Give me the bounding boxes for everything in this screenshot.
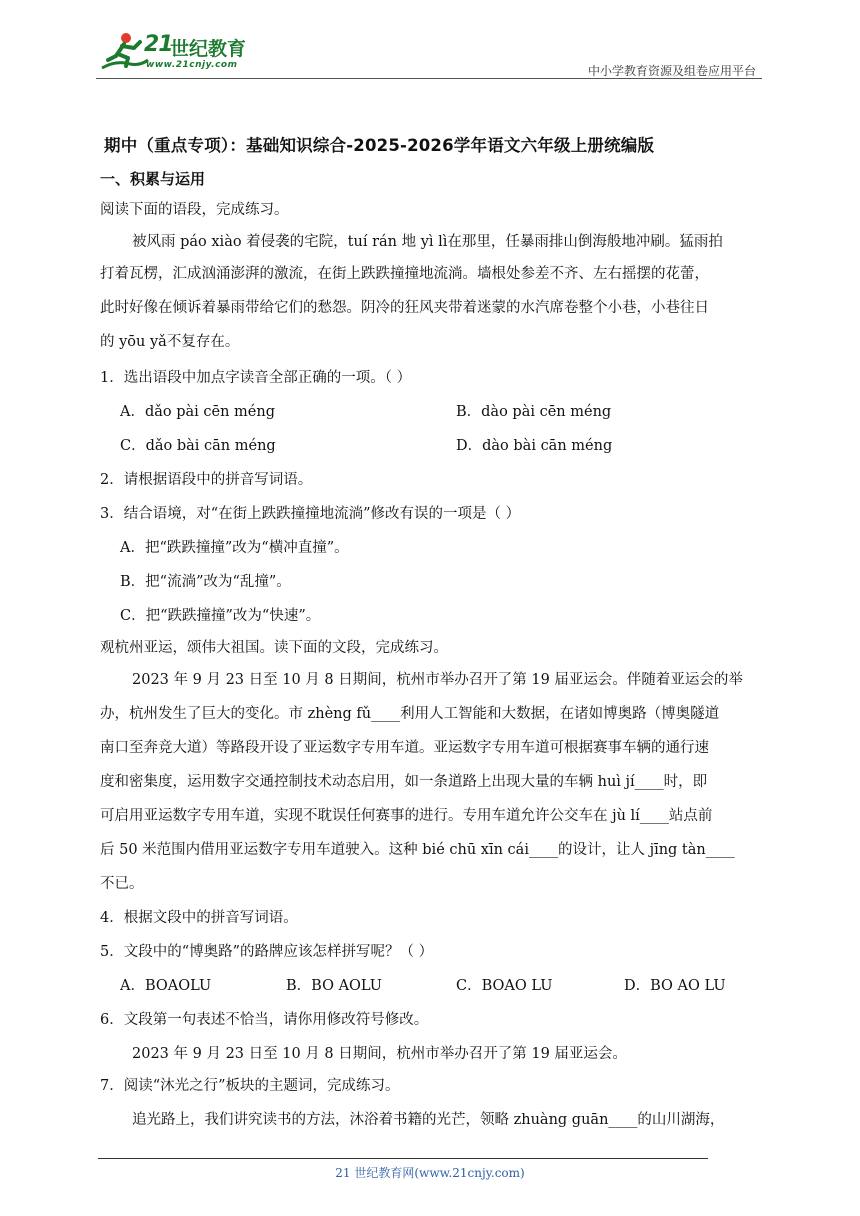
page-header [96, 30, 762, 80]
passage-line: 追光路上，我们讲究读书的方法，沐浴着书籍的光芒，领略 zhuàng guān____的山川湖海， [132, 1112, 725, 1128]
q3-option-b[interactable]: B．把“流淌”改为“乱撞”。 [120, 574, 291, 590]
passage-line: 此时好像在倾诉着暴雨带给它们的愁怨。阴冷的狂风夹带着迷蒙的水汽席卷整个小巷，小巷往日 [100, 300, 709, 316]
q1-option-c[interactable]: C．dǎo bài cān méng [120, 438, 276, 454]
sentence-to-fix: 2023 年 9 月 23 日至 10 月 8 日期间，杭州市举办召开了第 19 届亚运会。 [132, 1046, 627, 1062]
header-divider [96, 78, 762, 79]
question-6: 6．文段第一句表述不恰当，请你用修改符号修改。 [100, 1012, 429, 1028]
platform-name: 中小学教育资源及组卷应用平台 [587, 64, 756, 78]
q1-option-a[interactable]: A．dǎo pài cēn méng [120, 404, 276, 420]
logo [96, 30, 266, 76]
passage-line: 可启用亚运数字专用车道，实现不耽误任何赛事的进行。专用车道允许公交车在 jù lí____站点前 [100, 808, 713, 824]
q1-option-b[interactable]: B．dào pài cēn méng [456, 404, 612, 420]
question-5: 5．文段中的“博奥路”的路牌应该怎样拼写呢？（ ） [100, 944, 434, 960]
q3-option-a[interactable]: A．把“跌跌撞撞”改为“横冲直撞”。 [120, 540, 349, 556]
q5-option-a[interactable]: A．BOAOLU [120, 978, 212, 994]
passage-line: 打着瓦楞，汇成汹涌澎湃的激流，在街上跌跌撞撞地流淌。墙根处参差不齐、左右摇摆的花蕾， [100, 266, 709, 282]
passage-line: 的 yōu yǎ不复存在。 [100, 334, 240, 350]
logo-number: 21 [144, 32, 173, 57]
footer-link[interactable]: 21 世纪教育网(www.21cnjy.com) [335, 1166, 525, 1180]
passage-line: 后 50 米范围内借用亚运数字专用车道驶入。这种 bié chū xīn cái____的设计，让人 jīng tàn____ [100, 842, 735, 858]
q3-option-c[interactable]: C．把“跌跌撞撞”改为“快速”。 [120, 608, 321, 624]
question-4: 4．根据文段中的拼音写词语。 [100, 910, 298, 926]
page-title: 期中（重点专项）：基础知识综合-2025-2026学年语文六年级上册统编版 [104, 136, 655, 155]
q5-option-b[interactable]: B．BO AOLU [286, 978, 382, 994]
passage-line: 度和密集度，运用数字交通控制技术动态启用，如一条道路上出现大量的车辆 huì jí____时，即 [100, 774, 708, 790]
logo-url: www.21cnjy.com [146, 60, 238, 70]
logo-title: 世纪教育 [170, 38, 247, 60]
instruction-line: 阅读下面的语段，完成练习。 [100, 202, 289, 218]
passage-line: 2023 年 9 月 23 日至 10 月 8 日期间，杭州市举办召开了第 19 届亚运会。伴随着亚运会的举 [132, 672, 743, 688]
question-7: 7．阅读“沐光之行”板块的主题词，完成练习。 [100, 1078, 400, 1094]
q5-option-c[interactable]: C．BOAO LU [456, 978, 553, 994]
footer-divider [98, 1158, 708, 1159]
instruction-line: 观杭州亚运，颂伟大祖国。读下面的文段，完成练习。 [100, 640, 448, 656]
passage-line: 南口至奔竞大道）等路段开设了亚运数字专用车道。亚运数字专用车道可根据赛事车辆的通行速 [100, 740, 709, 756]
passage-line: 办，杭州发生了巨大的变化。市 zhèng fǔ____利用人工智能和大数据，在诸如博奥路（博奥隧道 [100, 706, 720, 722]
passage-line: 不已。 [100, 876, 144, 892]
q5-option-d[interactable]: D．BO AO LU [624, 978, 726, 994]
section-heading: 一、积累与运用 [100, 170, 206, 188]
passage-line: 被风雨 páo xiào 着侵袭的宅院，tuí rán 地 yì lì在那里，任暴雨排山倒海般地冲刷。猛雨拍 [132, 234, 723, 250]
question-1: 1．选出语段中加点字读音全部正确的一项。（ ） [100, 370, 412, 386]
q1-option-d[interactable]: D．dào bài cān méng [456, 438, 613, 454]
question-2: 2．请根据语段中的拼音写词语。 [100, 472, 313, 488]
question-3: 3．结合语境，对“在街上跌跌撞撞地流淌”修改有误的一项是（ ） [100, 506, 521, 522]
